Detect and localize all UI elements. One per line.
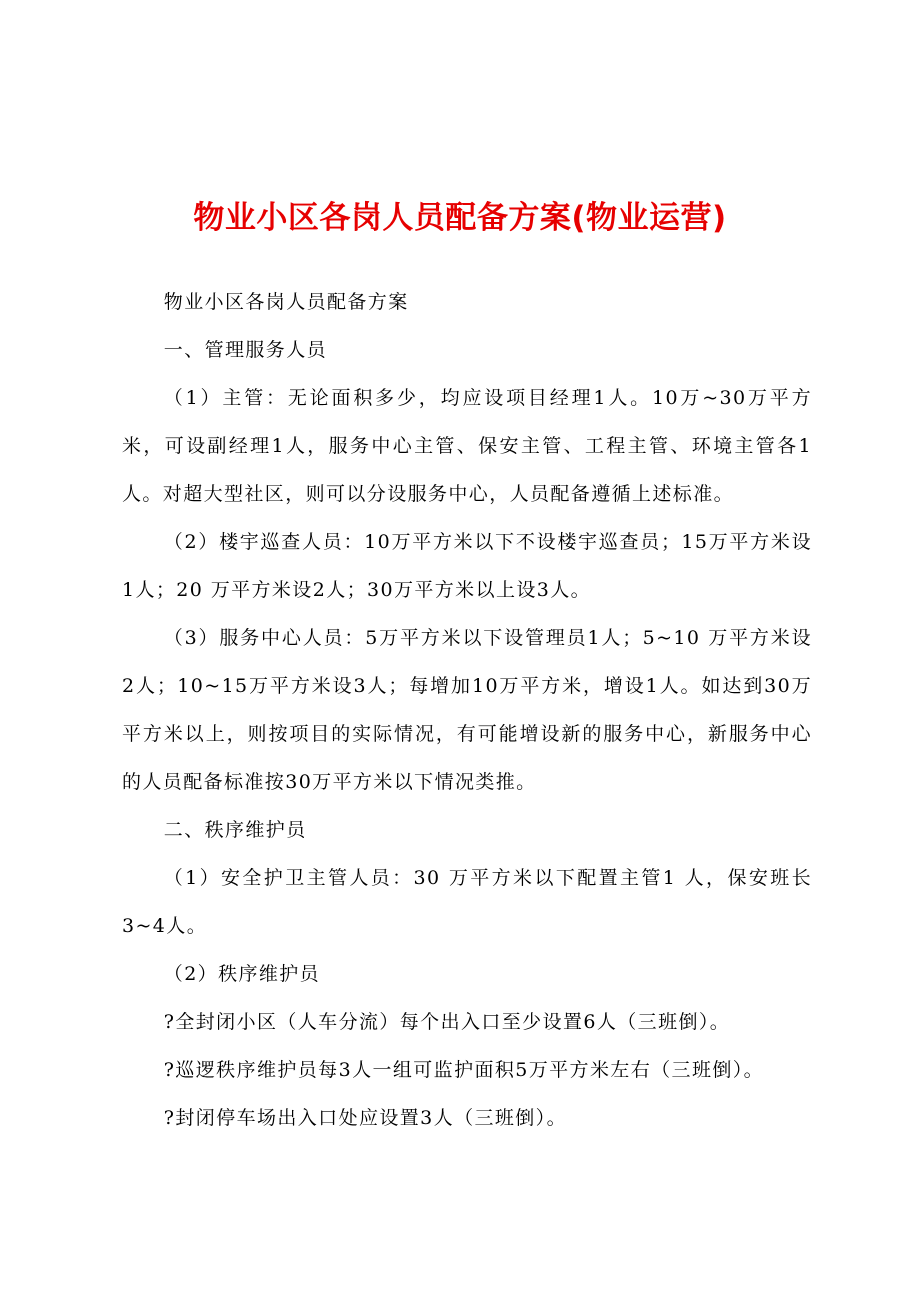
paragraph-building-patrol: （2）楼宇巡查人员：10万平方米以下不设楼宇巡查员；15万平方米设1人；20 万平方米设2人；30万平方米以上设3人。 [122, 531, 812, 601]
paragraph-security-supervisor: （1）安全护卫主管人员：30 万平方米以下配置主管1 人，保安班长3~4人。 [122, 867, 812, 937]
list-item-closed-community: ?全封闭小区（人车分流）每个出入口至少设置6人（三班倒）。 [163, 1011, 731, 1033]
document-body [122, 278, 812, 1142]
paragraph-service-center: （3）服务中心人员：5万平方米以下设管理员1人；5~10 万平方米设2人；10~15万平方米设3人；每增加10万平方米，增设1人。如达到30万平方米以上，则按项目的实际情况，有可能增设新的服务中心，新服务中心的人员配备标准按30万平方米以下情况类推。 [122, 627, 812, 793]
section-heading-management: 一、管理服务人员 [163, 339, 327, 361]
list-item-parking-entrance: ?封闭停车场出入口处应设置3人（三班倒）。 [163, 1107, 567, 1129]
document-title: 物业小区各岗人员配备方案(物业运营) [193, 200, 727, 236]
paragraph-subtitle: 物业小区各岗人员配备方案 [163, 291, 409, 313]
section-heading-order-maintenance: 二、秩序维护员 [163, 819, 307, 841]
paragraph-supervisor: （1）主管：无论面积多少，均应设项目经理1人。10万~30万平方米，可设副经理1人，服务中心主管、保安主管、工程主管、环境主管各1人。对超大型社区，则可以分设服务中心，人员配备遵循上述标准。 [122, 387, 812, 505]
paragraph-order-staff-heading: （2）秩序维护员 [163, 963, 321, 985]
list-item-patrol-staff: ?巡逻秩序维护员每3人一组可监护面积5万平方米左右（三班倒）。 [163, 1059, 765, 1081]
